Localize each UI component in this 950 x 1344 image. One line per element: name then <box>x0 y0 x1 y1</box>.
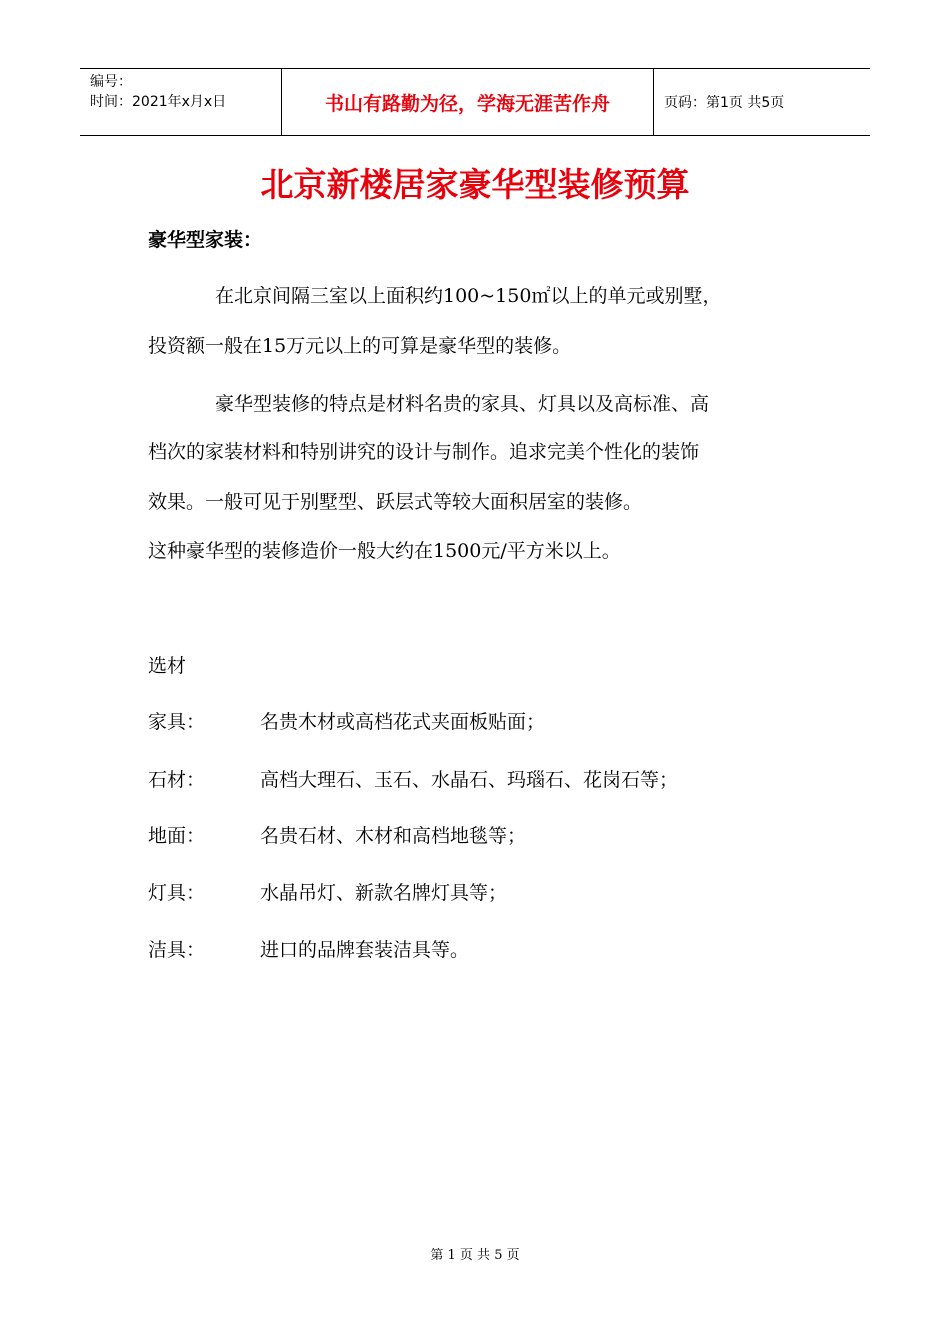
header-meta-cell <box>80 69 281 135</box>
paragraph-line: 效果。一般可见于别墅型、跃层式等较大面积居室的装修。 <box>148 491 643 513</box>
material-value: 水晶吊灯、新款名牌灯具等； <box>260 882 508 904</box>
document-header <box>80 68 870 136</box>
date-label: 时间：2021年x月x日 <box>90 94 227 110</box>
paragraph-line: 档次的家装材料和特别讲究的设计与制作。追求完美个性化的装饰 <box>148 441 700 463</box>
document-title: 北京新楼居家豪华型装修预算 <box>260 165 690 204</box>
material-label: 石材： <box>148 769 206 791</box>
material-value: 进口的品牌套装洁具等。 <box>260 939 470 961</box>
header-motto-cell <box>281 69 654 135</box>
section-subheading: 豪华型家装： <box>148 229 263 251</box>
paragraph-line: 豪华型装修的特点是材料名贵的家具、灯具以及高标准、高 <box>215 393 710 415</box>
material-label: 灯具： <box>148 882 206 904</box>
header-page-cell <box>654 69 870 135</box>
material-value: 高档大理石、玉石、水晶石、玛瑙石、花岗石等； <box>260 769 679 791</box>
paragraph-line: 这种豪华型的装修造价一般大约在1500元/平方米以上。 <box>148 540 621 562</box>
motto-text: 书山有路勤为径，学海无涯苦作舟 <box>324 92 610 115</box>
number-label: 编号： <box>90 74 132 90</box>
paragraph-line: 在北京间隔三室以上面积约100~150㎡以上的单元或别墅， <box>215 285 722 307</box>
material-label: 洁具： <box>148 939 206 961</box>
material-value: 名贵木材或高档花式夹面板贴面； <box>260 711 546 733</box>
page-footer: 第 1 页 共 5 页 <box>430 1248 520 1263</box>
material-label: 家具： <box>148 711 206 733</box>
material-value: 名贵石材、木材和高档地毯等； <box>260 825 527 847</box>
page-info: 页码：第1页 共5页 <box>664 95 785 111</box>
materials-heading: 选材 <box>148 655 187 677</box>
material-label: 地面： <box>148 825 206 847</box>
paragraph-line: 投资额一般在15万元以上的可算是豪华型的装修。 <box>148 335 572 357</box>
